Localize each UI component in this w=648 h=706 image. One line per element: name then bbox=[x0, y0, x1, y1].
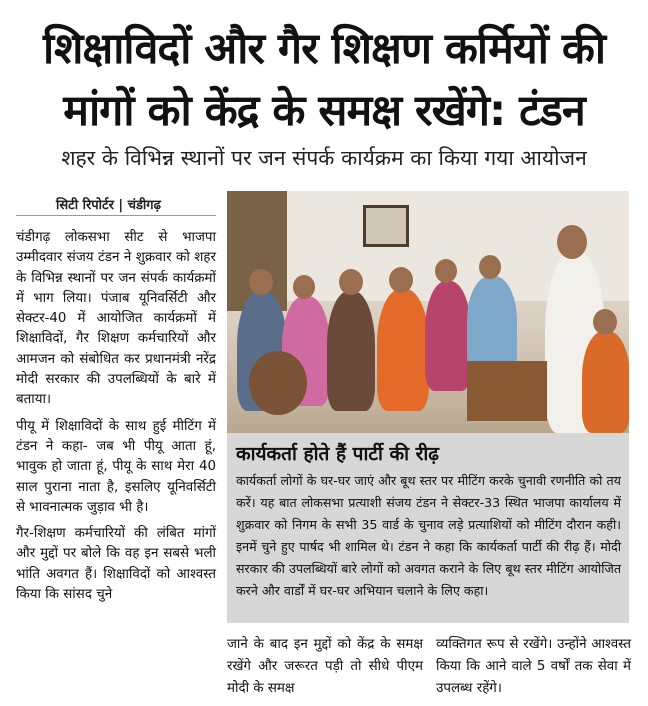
paragraph-3: गैर-शिक्षण कर्मचारियों की लंबित मांगों और मुद्दों पर बोले कि वह इन सबसे भली भांति अवगत हैं। शिक्षाविदों को आश्वस्त किया कि सांसद चुने bbox=[16, 526, 216, 603]
byline-divider bbox=[16, 215, 216, 216]
audience-head bbox=[249, 269, 273, 295]
audience-head bbox=[435, 259, 457, 283]
right-column: व्यक्तिगत रूप से रखेंगे। उन्होंने आश्वस्त किया कि आने वाले 5 वर्षों तक सेवा में उपलब्ध रहेंगे। bbox=[436, 637, 631, 696]
middle-column: जाने के बाद इन मुद्दों को केंद्र के समक्ष रखेंगे और जरूरत पड़ी तो सीधे पीएम मोदी के समक्ष bbox=[227, 637, 423, 696]
audience-head bbox=[479, 255, 501, 279]
subheadline: शहर के विभिन्न स्थानों पर जन संपर्क कार्यक्रम का किया गया आयोजन bbox=[61, 146, 587, 170]
headline bbox=[0, 18, 648, 142]
headline-line-1: शिक्षाविदों और गैर शिक्षण कर्मियों की bbox=[43, 24, 605, 74]
audience-head bbox=[339, 269, 363, 295]
audience-head bbox=[389, 267, 413, 293]
audience-head bbox=[593, 309, 617, 335]
audience-figure bbox=[425, 281, 471, 391]
photo-wall-frame bbox=[363, 205, 409, 247]
audience-figure bbox=[327, 291, 375, 411]
paragraph-1: चंडीगढ़ लोकसभा सीट से भाजपा उम्मीदवार संजय टंडन ने शुक्रवार को शहर के विभिन्न स्थानों पर जन संपर्क कार्यक्रमों में भाग लिया। पंजाब यूनिवर्सिटी और सेक्टर-40 में आयोजित कार्यक्रमों में शिक्षाविदों, गैर शिक्षण कर्मचारियों और आमजन को संबोधित कर प्रधानमंत्री नरेंद्र मोदी सरकार की उपलब्धियों के बारे में बताया। bbox=[16, 230, 216, 408]
caption-text: कार्यकर्ता लोगों के घर-घर जाएं और बूथ स्तर पर मीटिंग करके चुनावी रणनीति को तय करें। यह बात लोकसभा प्रत्याशी संजय टंडन ने सेक्टर-33 स्थित भाजपा कार्यालय में शुक्रवार को निगम के सभी 35 वार्ड के चुनाव लड़े प्रत्याशियों को मीटिंग दौरान कही। इनमें चुने हुए पार्षद भी शामिल थे। टंडन ने कहा कि कार्यकर्ता पार्टी की रीढ़ हैं। मोदी सरकार की उपलब्धियों बारे लोगों को अवगत कराने के लिए बूथ स्तर मीटिंग आयोजित करने और वार्डों में घर-घर अभियान चलाने के लिए कहा। bbox=[236, 473, 621, 598]
photo-table bbox=[467, 361, 547, 421]
news-photo bbox=[227, 191, 629, 433]
audience-head bbox=[293, 275, 315, 299]
foreground-head bbox=[249, 351, 307, 415]
audience-figure bbox=[377, 289, 429, 411]
paragraph-2: पीयू में शिक्षाविदों के साथ हुई मीटिंग में टंडन ने कहा- जब भी पीयू आता हूं, भावुक हो जाता हूं, पीयू के साथ मेरा 40 साल पुराना नाता है, इसलिए यूनिवर्सिटी से भावनात्मक जुड़ाव भी है। bbox=[16, 418, 216, 515]
caption-title: कार्यकर्ता होते हैं पार्टी की रीढ़ bbox=[236, 443, 439, 465]
headline-line-2: मांगों को केंद्र के समक्ष रखेंगे: टंडन bbox=[63, 86, 585, 136]
left-column bbox=[16, 228, 216, 611]
audience-figure bbox=[582, 331, 629, 433]
speaker-head bbox=[557, 225, 587, 259]
byline: सिटी रिपोर्टर | चंडीगढ़ bbox=[56, 198, 161, 213]
